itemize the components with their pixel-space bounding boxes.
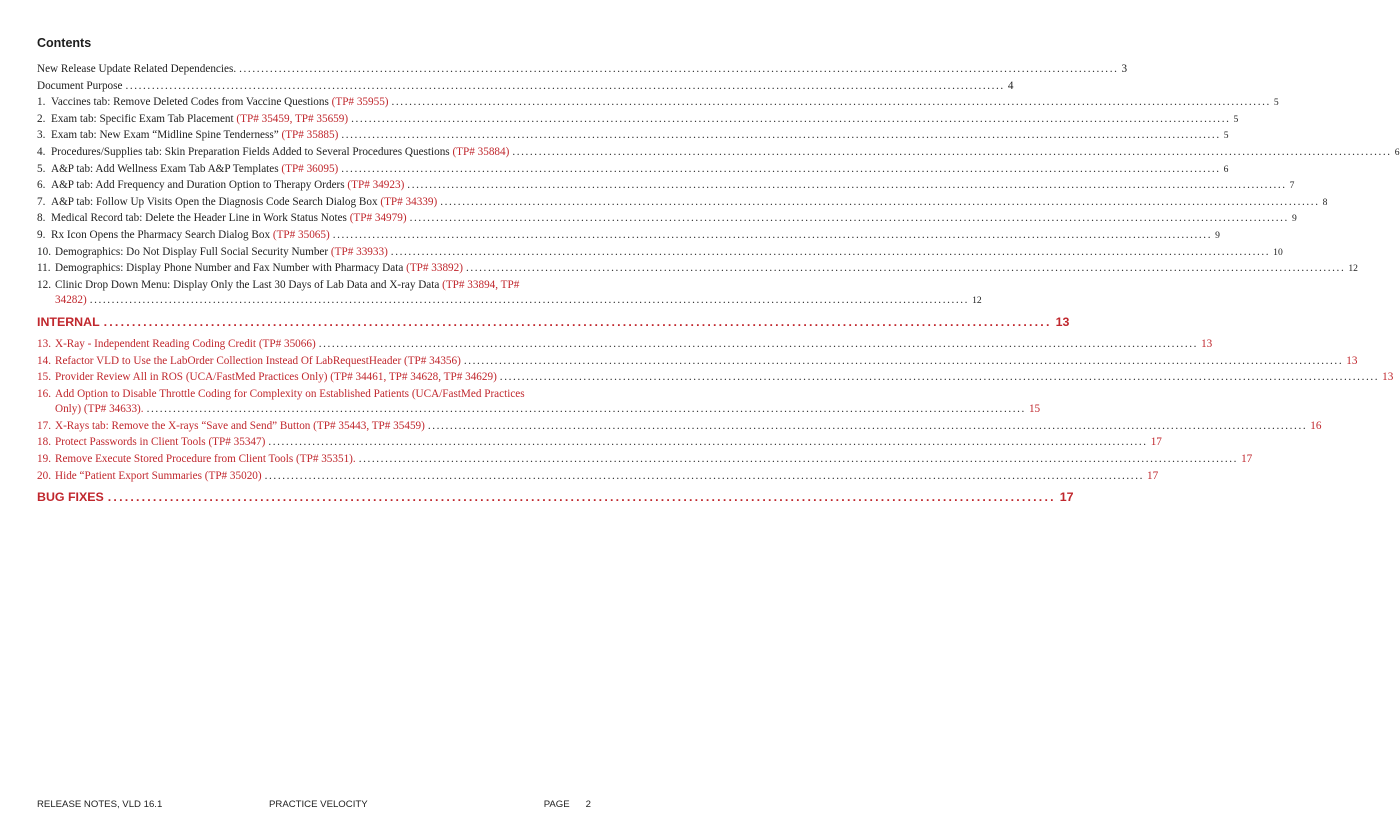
toc-page-number: 6 — [1223, 163, 1229, 175]
toc-entry-number: 9. — [37, 228, 46, 241]
toc-entry-number: 11. — [37, 262, 51, 275]
toc-entry-dependencies[interactable] — [37, 62, 1128, 78]
toc-entry-number: 18. — [37, 436, 51, 449]
toc-entry-text: Refactor VLD to Use the LabOrder Collection Instead Of LabRequestHeader (TP# 34356) — [55, 354, 461, 367]
toc-entry-15[interactable] — [37, 370, 1394, 386]
toc-entry-number: 4. — [37, 145, 46, 158]
dot-leader — [147, 402, 1026, 418]
dot-leader — [359, 452, 1238, 468]
dot-leader — [341, 128, 1220, 144]
contents-heading: Contents — [37, 36, 92, 50]
toc-entry-text: Rx Icon Opens the Pharmacy Search Dialog Box — [51, 228, 271, 241]
toc-page-number: 13 — [1382, 371, 1394, 384]
toc-entry-text-continued: Only) (TP# 34633). — [55, 403, 144, 416]
toc-entry-13[interactable] — [37, 337, 1213, 353]
toc-entry-text: Hide “Patient Export Summaries (TP# 35020) — [55, 469, 262, 482]
toc-page-number: 7 — [1289, 180, 1295, 192]
dot-leader — [319, 337, 1198, 353]
section-label: BUG FIXES — [37, 490, 104, 505]
toc-entry-ref: (TP# 35955) — [331, 96, 389, 109]
toc-entry-text: Remove Execute Stored Procedure from Client Tools (TP# 35351). — [55, 453, 356, 466]
toc-page-number: 9 — [1291, 213, 1297, 225]
toc-page-number: 17 — [1150, 436, 1162, 449]
toc-entry-number: 17. — [37, 419, 51, 432]
dot-leader — [410, 211, 1289, 227]
toc-page-number: 5 — [1233, 113, 1239, 125]
toc-page-number: 4 — [1007, 79, 1014, 92]
toc-entry-number: 13. — [37, 337, 51, 350]
toc-entry-17[interactable] — [37, 419, 1322, 435]
toc-entry-ref: (TP# 35885) — [281, 129, 339, 142]
toc-entry-text: Medical Record tab: Delete the Header Line in Work Status Notes — [51, 212, 347, 225]
toc-entry-ref: (TP# 35065) — [272, 228, 330, 241]
toc-page-number: 3 — [1121, 63, 1128, 75]
footer-company: PRACTICE VELOCITY — [269, 799, 368, 810]
toc-entry-text: X-Rays tab: Remove the X-rays “Save and Send” Button (TP# 35443, TP# 35459) — [55, 419, 425, 432]
dot-leader — [392, 95, 1271, 111]
toc-page-number: 13 — [1201, 337, 1213, 350]
toc-entry-document-purpose[interactable] — [37, 79, 1014, 95]
toc-entry-6[interactable] — [37, 178, 1295, 194]
dot-leader — [333, 228, 1212, 244]
toc-entry-number: 7. — [37, 195, 46, 208]
toc-page-number: 9 — [1215, 229, 1220, 241]
toc-page-number: 5 — [1223, 130, 1229, 142]
page-footer — [37, 799, 601, 813]
toc-entry-number: 19. — [37, 453, 51, 466]
table-of-contents — [37, 62, 1400, 512]
toc-entry-number: 12. — [37, 278, 51, 291]
toc-entry-number: 16. — [37, 387, 51, 400]
toc-entry-text: Demographics: Display Phone Number and Fax Number with Pharmacy Data — [55, 262, 404, 275]
toc-section-internal[interactable] — [37, 314, 1070, 329]
toc-page-number: 8 — [1322, 196, 1328, 208]
toc-entry-ref: (TP# 33933) — [330, 245, 388, 258]
toc-page-number: 15 — [1028, 403, 1041, 416]
toc-entry-ref: (TP# 34339) — [380, 195, 438, 208]
dot-leader — [500, 370, 1379, 386]
toc-page-number: 5 — [1273, 97, 1279, 109]
toc-entry-text: X-Ray - Independent Reading Coding Credit (TP# 35066) — [55, 337, 316, 350]
toc-entry-text: Procedures/Supplies tab: Skin Preparation Fields Added to Several Procedures Questions — [51, 145, 450, 158]
toc-entry-text: A&P tab: Add Frequency and Duration Option to Therapy Orders — [51, 179, 345, 192]
toc-entry-number: 2. — [37, 112, 46, 125]
dot-leader — [108, 490, 1056, 504]
toc-entry-text: Exam tab: New Exam “Midline Spine Tenderness” — [51, 129, 279, 142]
toc-entry-14[interactable] — [37, 354, 1358, 370]
toc-entry-19[interactable] — [37, 452, 1253, 468]
toc-entry-number: 5. — [37, 162, 46, 175]
toc-entry-11[interactable] — [37, 261, 1358, 277]
dot-leader — [440, 195, 1319, 211]
toc-page-number: 10 — [1273, 246, 1283, 258]
dot-leader — [268, 435, 1147, 451]
toc-page-number: 16 — [1310, 419, 1322, 432]
toc-entry-9[interactable] — [37, 228, 1220, 244]
footer-page-label: PAGE — [543, 799, 570, 810]
section-page-number: 17 — [1059, 490, 1074, 505]
section-page-number: 13 — [1055, 314, 1070, 329]
toc-entry-12[interactable] — [37, 278, 982, 309]
dot-leader — [104, 315, 1052, 329]
toc-entry-ref: (TP# 34979) — [349, 212, 407, 225]
toc-entry-text: Vaccines tab: Remove Deleted Codes from Vaccine Questions — [51, 96, 329, 109]
toc-entry-text: Exam tab: Specific Exam Tab Placement — [51, 112, 234, 125]
toc-section-bug-fixes[interactable] — [37, 490, 1074, 505]
toc-entry-number: 1. — [37, 96, 46, 109]
footer-page — [544, 799, 591, 810]
toc-entry-text: New Release Update Related Dependencies. — [37, 63, 237, 75]
footer-page-number: 2 — [585, 799, 591, 810]
toc-entry-text: Clinic Drop Down Menu: Display Only the Last 30 Days of Lab Data and X-ray Data — [55, 278, 440, 291]
dot-leader — [391, 245, 1270, 261]
dot-leader — [239, 62, 1118, 78]
dot-leader — [351, 112, 1230, 128]
toc-entry-ref: (TP# 33892) — [406, 262, 463, 275]
toc-page-number: 6 — [1394, 146, 1400, 158]
section-label: INTERNAL — [37, 314, 100, 329]
dot-leader — [512, 145, 1391, 161]
toc-entry-text: Add Option to Disable Throttle Coding for Complexity on Established Patients (UCA/FastMed Practices — [55, 387, 525, 400]
dot-leader — [265, 469, 1144, 485]
toc-entry-text: A&P tab: Add Wellness Exam Tab A&P Templates — [51, 162, 279, 175]
toc-page-number: 17 — [1241, 453, 1253, 466]
toc-entry-1[interactable] — [37, 95, 1279, 111]
toc-entry-number: 15. — [37, 371, 51, 384]
dot-leader — [466, 261, 1345, 277]
toc-entry-ref: (TP# 33894, TP# — [442, 278, 520, 291]
toc-entry-4[interactable] — [37, 145, 1400, 161]
toc-entry-number: 20. — [37, 469, 51, 482]
toc-page-number: 12 — [972, 295, 982, 307]
toc-entry-16[interactable] — [37, 387, 1041, 418]
toc-entry-3[interactable] — [37, 128, 1229, 144]
toc-entry-5[interactable] — [37, 162, 1229, 178]
toc-entry-number: 8. — [37, 212, 46, 225]
toc-entry-number: 3. — [37, 129, 46, 142]
toc-entry-text: Demographics: Do Not Display Full Social Security Number — [55, 245, 329, 258]
toc-entry-ref: (TP# 35459, TP# 35659) — [236, 112, 349, 125]
toc-page-number: 17 — [1147, 469, 1159, 482]
toc-entry-number: 10. — [37, 245, 51, 258]
dot-leader — [125, 79, 1004, 95]
toc-page-number: 12 — [1348, 263, 1358, 275]
toc-entry-number: 6. — [37, 179, 46, 192]
toc-entry-text: A&P tab: Follow Up Visits Open the Diagnosis Code Search Dialog Box — [51, 195, 378, 208]
toc-entry-number: 14. — [37, 354, 51, 367]
toc-entry-ref: (TP# 34923) — [347, 179, 405, 192]
toc-entry-8[interactable] — [37, 211, 1297, 227]
toc-entry-text: Provider Review All in ROS (UCA/FastMed Practices Only) (TP# 34461, TP# 34628, TP# 34629) — [55, 371, 497, 384]
toc-page-number: 13 — [1346, 354, 1358, 367]
toc-entry-ref: (TP# 36095) — [281, 162, 339, 175]
toc-entry-ref-continued: 34282) — [55, 294, 87, 307]
dot-leader — [341, 162, 1220, 178]
dot-leader — [428, 419, 1307, 435]
toc-entry-2[interactable] — [37, 112, 1239, 128]
toc-entry-20[interactable] — [37, 469, 1159, 485]
toc-entry-7[interactable] — [37, 195, 1328, 211]
toc-entry-text: Document Purpose — [37, 79, 123, 92]
dot-leader — [407, 178, 1286, 194]
toc-entry-18[interactable] — [37, 435, 1162, 451]
dot-leader — [90, 293, 969, 309]
toc-entry-10[interactable] — [37, 245, 1283, 261]
footer-doc-title: RELEASE NOTES, VLD 16.1 — [37, 799, 163, 810]
toc-entry-text: Protect Passwords in Client Tools (TP# 35347) — [55, 436, 266, 449]
dot-leader — [464, 354, 1343, 370]
toc-entry-ref: (TP# 35884) — [452, 145, 510, 158]
